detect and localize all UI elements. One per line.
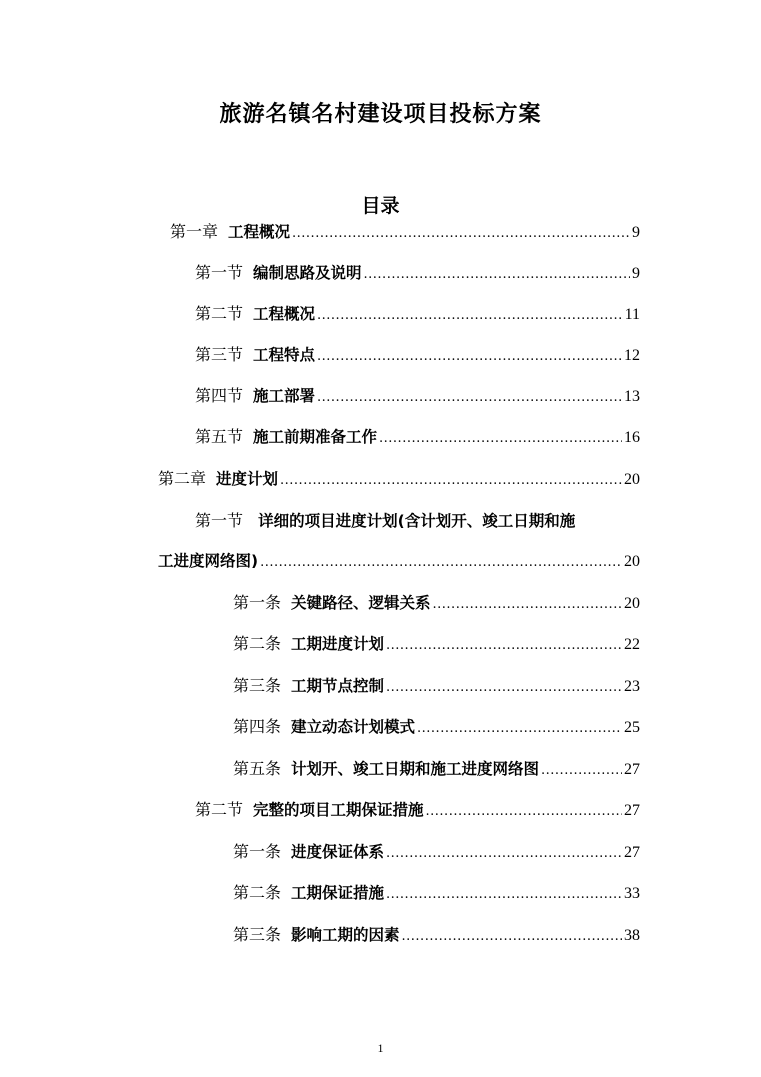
- toc-entry-page: 13: [624, 388, 640, 405]
- toc-entry-page: 12: [624, 347, 640, 364]
- toc-entry-title: 工期保证措施: [291, 884, 385, 902]
- toc-leader-dots: [317, 386, 622, 410]
- toc-entry-section[interactable]: [195, 261, 640, 285]
- toc-entry-title: 工程概况: [253, 305, 316, 323]
- toc-entry-section[interactable]: [195, 384, 640, 408]
- toc-entry-title: 完整的项目工期保证措施: [253, 801, 424, 819]
- toc-entry-section[interactable]: [195, 302, 640, 326]
- toc-leader-dots: [402, 925, 622, 949]
- toc-entry-title: 关键路径、逻辑关系: [291, 594, 431, 612]
- toc-entry-title: 计划开、竣工日期和施工进度网络图: [291, 760, 540, 778]
- toc-entry-article[interactable]: [233, 632, 640, 656]
- toc-entry-number: 第二条: [233, 634, 282, 653]
- toc-leader-dots: [541, 759, 622, 783]
- toc-entry-page: 27: [624, 802, 640, 819]
- toc-heading: 目录: [361, 195, 400, 217]
- toc-entry-number: 第二节: [195, 304, 244, 323]
- toc-entry-page: 33: [624, 885, 640, 902]
- toc-leader-dots: [317, 345, 622, 369]
- toc-entry-number: 第三节: [195, 345, 244, 364]
- toc-entry-title: 影响工期的因素: [291, 926, 400, 944]
- toc-entry-page: 11: [624, 306, 640, 323]
- toc-entry-page: 27: [624, 761, 640, 778]
- toc-entry-number: 第一节: [195, 263, 244, 282]
- toc-entry-title: 进度计划: [216, 470, 279, 488]
- toc-entry-number: 第二章: [158, 469, 207, 488]
- toc-entry-title: 进度保证体系: [291, 843, 385, 861]
- toc-leader-dots: [426, 800, 622, 824]
- toc-entry-page: 16: [624, 429, 640, 446]
- toc-entry-article[interactable]: [233, 674, 640, 698]
- toc-entry-page: 20: [624, 595, 640, 612]
- toc-entry-article[interactable]: [233, 923, 640, 947]
- toc-entry-number: 第五节: [195, 427, 244, 446]
- toc-leader-dots: [417, 717, 622, 741]
- toc-entry-page: 25: [624, 719, 640, 736]
- toc-entry-section-line2[interactable]: [158, 549, 640, 573]
- page-title: 旅游名镇名村建设项目投标方案: [219, 102, 542, 127]
- toc-leader-dots: [386, 634, 622, 658]
- toc-entry-page: 22: [624, 636, 640, 653]
- toc-entry-number: 第二节: [195, 800, 244, 819]
- toc-leader-dots: [386, 676, 622, 700]
- toc-entry-title: 工进度网络图): [158, 552, 259, 570]
- toc-leader-dots: [292, 222, 630, 246]
- toc-entry-section[interactable]: [195, 425, 640, 449]
- toc-entry-article[interactable]: [233, 591, 640, 615]
- toc-entry-section[interactable]: [195, 798, 640, 822]
- toc-entry-page: 23: [624, 678, 640, 695]
- toc-entry-page: 9: [632, 224, 640, 241]
- toc-entry-chapter-2[interactable]: [158, 467, 640, 491]
- toc-entry-section-line1[interactable]: [195, 509, 640, 533]
- toc-entry-title: 工期节点控制: [291, 677, 385, 695]
- toc-entry-page: 20: [624, 471, 640, 488]
- toc-leader-dots: [386, 842, 622, 866]
- toc-leader-dots: [433, 593, 622, 617]
- toc-entry-article[interactable]: [233, 881, 640, 905]
- toc-leader-dots: [317, 304, 623, 328]
- toc-entry-number: 第三条: [233, 676, 282, 695]
- page-number: 1: [377, 1041, 384, 1055]
- toc-entry-page: 20: [624, 553, 640, 570]
- toc-entry-page: 9: [632, 265, 640, 282]
- toc-entry-title: 工程特点: [253, 346, 316, 364]
- toc-entry-number: 第四节: [195, 386, 244, 405]
- toc-entry-title: 施工前期准备工作: [253, 428, 378, 446]
- toc-entry-number: 第三条: [233, 925, 282, 944]
- toc-leader-dots: [386, 883, 622, 907]
- toc-leader-dots: [364, 263, 630, 287]
- toc-entry-chapter-1[interactable]: [170, 220, 640, 244]
- toc-entry-title: 详细的项目进度计划(含计划开、竣工日期和施: [258, 512, 576, 530]
- toc-leader-dots: [280, 469, 622, 493]
- toc-entry-number: 第一条: [233, 842, 282, 861]
- toc-entry-number: 第四条: [233, 717, 282, 736]
- toc-entry-article[interactable]: [233, 840, 640, 864]
- toc-entry-article[interactable]: [233, 715, 640, 739]
- toc-entry-title: 编制思路及说明: [253, 264, 362, 282]
- toc-entry-number: 第二条: [233, 883, 282, 902]
- toc-entry-page: 27: [624, 844, 640, 861]
- toc-leader-dots: [260, 551, 622, 575]
- toc-entry-page: 38: [624, 927, 640, 944]
- toc-entry-title: 建立动态计划模式: [291, 718, 416, 736]
- toc-entry-number: 第五条: [233, 759, 282, 778]
- toc-entry-number: 第一条: [233, 593, 282, 612]
- toc-entry-section[interactable]: [195, 343, 640, 367]
- toc-entry-title: 工程概况: [228, 223, 291, 241]
- toc-entry-number: 第一章: [170, 222, 219, 241]
- toc-entry-title: 工期进度计划: [291, 635, 385, 653]
- toc-entry-article[interactable]: [233, 757, 640, 781]
- toc-leader-dots: [379, 427, 622, 451]
- toc-entry-number: 第一节: [195, 511, 244, 530]
- toc-entry-title: 施工部署: [253, 387, 316, 405]
